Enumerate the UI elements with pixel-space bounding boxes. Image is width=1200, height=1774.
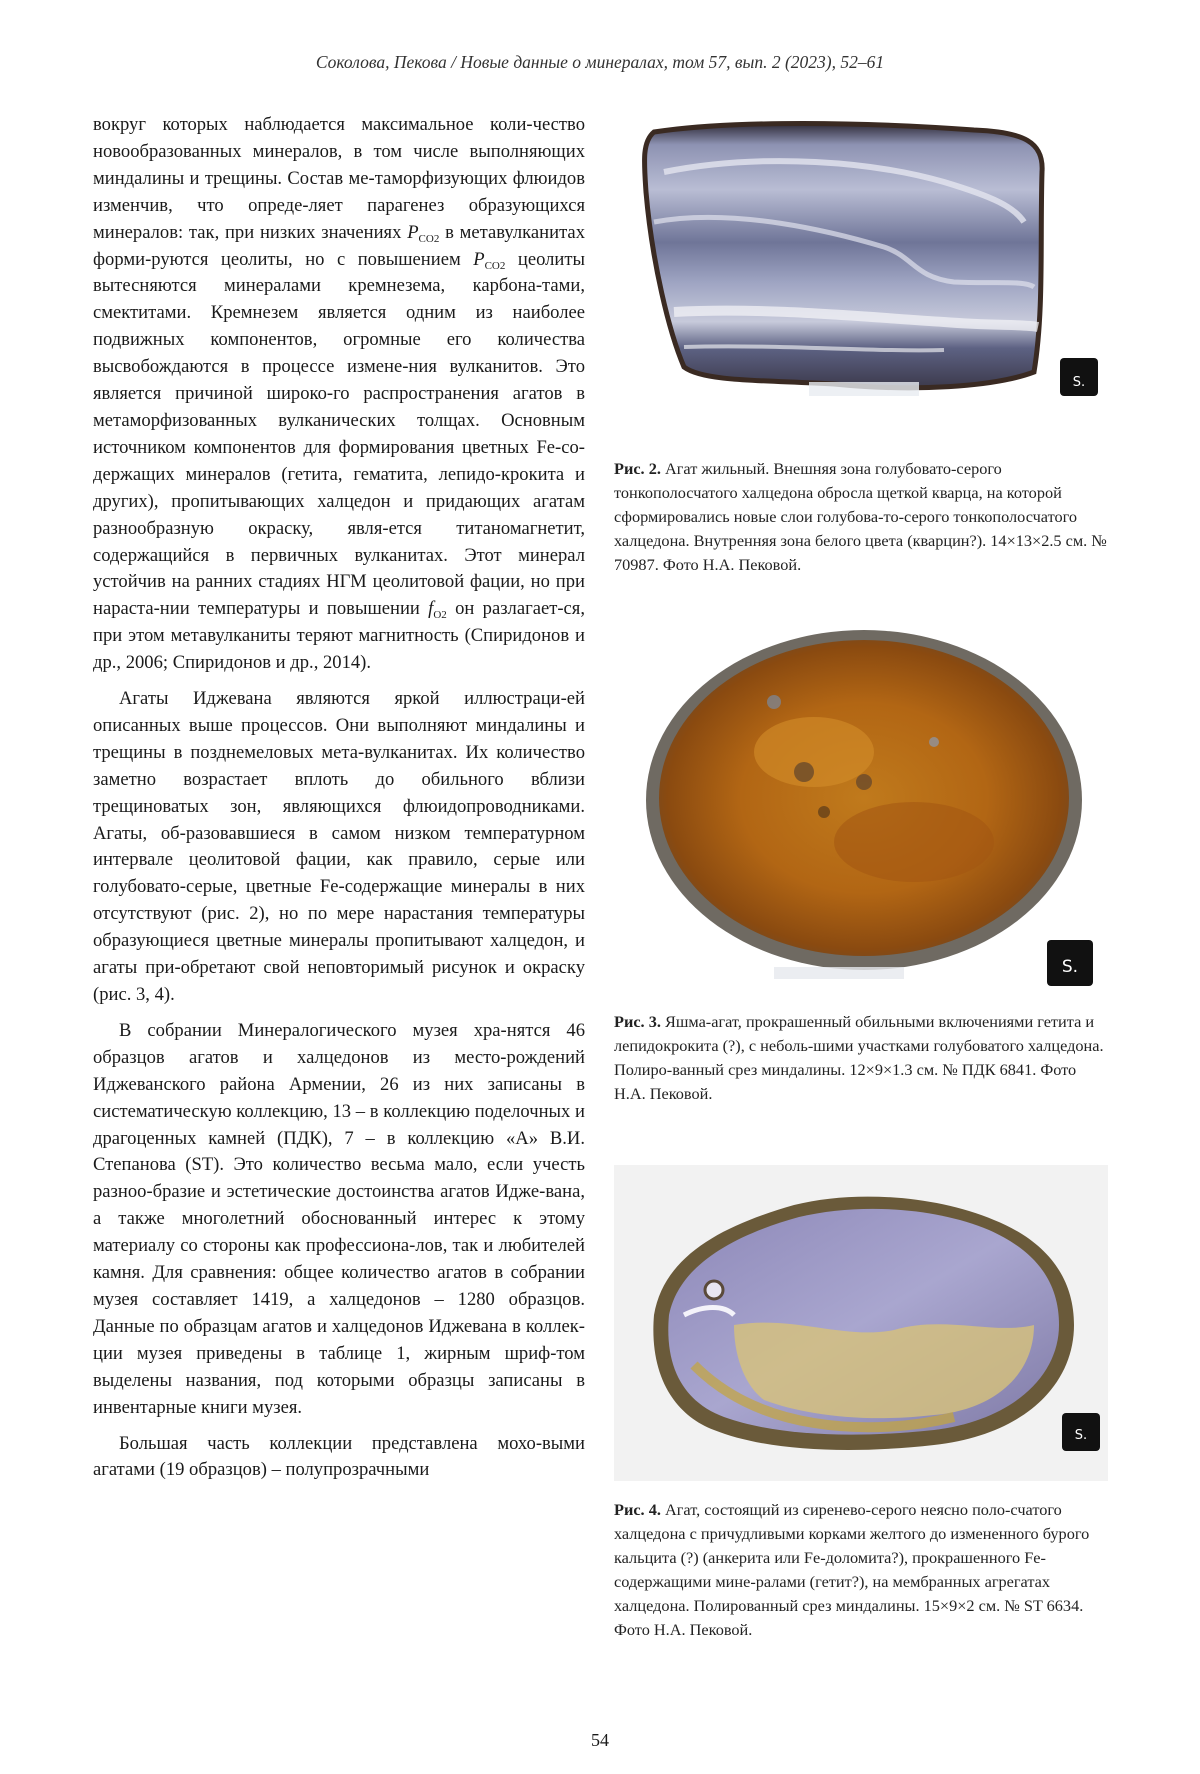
figure-4-caption: Рис. 4. Агат, состоящий из сиренево-серого неясно поло-счатого халцедона с причудливыми корками желтого до измененного бурого кальцита (?) (анкерита или Fe-доломита?), прокрашенного Fe-содержащими мине-ралами (гетит?), на мембранных агрегатах халцедона. Полированный срез миндалины. 15×9×2 см. № ST 6634. Фото Н.А. Пековой. xyxy=(614,1498,1108,1642)
main-text-column xyxy=(93,112,585,1493)
svg-text:S.: S. xyxy=(1073,375,1085,390)
paragraph-2: Агаты Иджевана являются яркой иллюстраци-ей описанных выше процессов. Они выполняют миндалины и трещины в позднемеловых мета-вулканитах. Их количество заметно возрастает вплоть до обильного вблизи трещиноватых зон, являющихся флюидопроводниками. Агаты, об-разовавшиеся в самом низком температурном интервале цеолитовой фации, как правило, серые или голубовато-серые, цветные Fe-содержащие минералы в них отсутствуют (рис. 2), но по мере нарастания температуры образующиеся цветные минералы пропитывают халцедон, и агаты при-обретают свой неповторимый рисунок и окраску (рис. 3, 4). xyxy=(93,686,585,1009)
paragraph-4: Большая часть коллекции представлена мохо-выми агатами (19 образцов) – полупрозрачными xyxy=(93,1431,585,1485)
figure-2-caption: Рис. 2. Агат жильный. Внешняя зона голубовато-серого тонкополосчатого халцедона обросла щеткой кварца, на которой сформировались новые слои голубова-то-серого тонкополосчатого халцедона. Внутренняя зона белого цвета (кварцин?). 14×13×2.5 см. № 70987. Фото Н.А. Пековой. xyxy=(614,457,1108,577)
svg-text:S.: S. xyxy=(1075,1428,1087,1443)
figure-3-image xyxy=(614,622,1108,992)
page-number: 54 xyxy=(0,1730,1200,1751)
paragraph-3: В собрании Минералогического музея хра-нятся 46 образцов агатов и халцедонов из место-рождений Иджеванского района Армении, 26 из них записаны в систематическую коллекцию, 13 – в коллекцию поделочных и драгоценных камней (ПДК), 7 – в коллекцию «А» В.И. Степанова (ST). Это количество весьма мало, если учесть разноо-бразие и эстетические достоинства агатов Идже-вана, а также многолетний обоснованный интерес к этому материалу со стороны как профессиона-лов, так и любителей камня. Для сравнения: общее количество агатов в собрании музея составляет 1419, а халцедонов – 1280 образцов. Данные по образцам агатов и халцедонов Иджевана в коллек-ции музея приведены в таблице 1, жирным шриф-том выделены названия, под которыми образцы записаны в инвентарные книги музея. xyxy=(93,1018,585,1422)
svg-text:S.: S. xyxy=(1062,957,1078,977)
figure-3-caption: Рис. 3. Яшма-агат, прокрашенный обильными включениями гетита и лепидокрокита (?), с неболь-шими участками голубоватого халцедона. Полиро-ванный срез миндалины. 12×9×1.3 см. № ПДК 6841. Фото Н.А. Пековой. xyxy=(614,1010,1108,1106)
figure-2-image xyxy=(614,112,1108,442)
figure-4-image xyxy=(614,1165,1108,1481)
running-header: Соколова, Пекова / Новые данные о минералах, том 57, вып. 2 (2023), 52–61 xyxy=(0,52,1200,73)
paragraph-1: вокруг которых наблюдается максимальное коли-чество новообразованных минералов, в том числе выполняющих миндалины и трещины. Состав ме-таморфизующих флюидов изменчив, что опреде-ляет парагенез образующихся минералов: так, при низких значениях PCO2 в метавулканитах форми-руются цеолиты, но с повышением PCO2 цеолиты вытесняются минералами кремнезема, карбона-тами, смектитами. Кремнезем является одним из наиболее подвижных компонентов, огромные его количества высвобождаются в процессе измене-ния вулканитов. Это является причиной широко-го распространения агатов в метаморфизованных вулканических толщах. Основным источником компонентов для формирования цветных Fe-со-держащих минералов (гетита, гематита, лепидо-крокита и других), пропитывающих халцедон и придающих агатам разнообразную окраску, явля-ется титаномагнетит, содержащийся в первичных вулканитах. Этот минерал устойчив на ранних стадиях НГМ цеолитовой фации, но при нараста-нии температуры и повышении fO2 он разлагает-ся, при этом метавулканиты теряют магнитность (Спиридонов и др., 2006; Спиридонов и др., 2014). xyxy=(93,112,585,677)
